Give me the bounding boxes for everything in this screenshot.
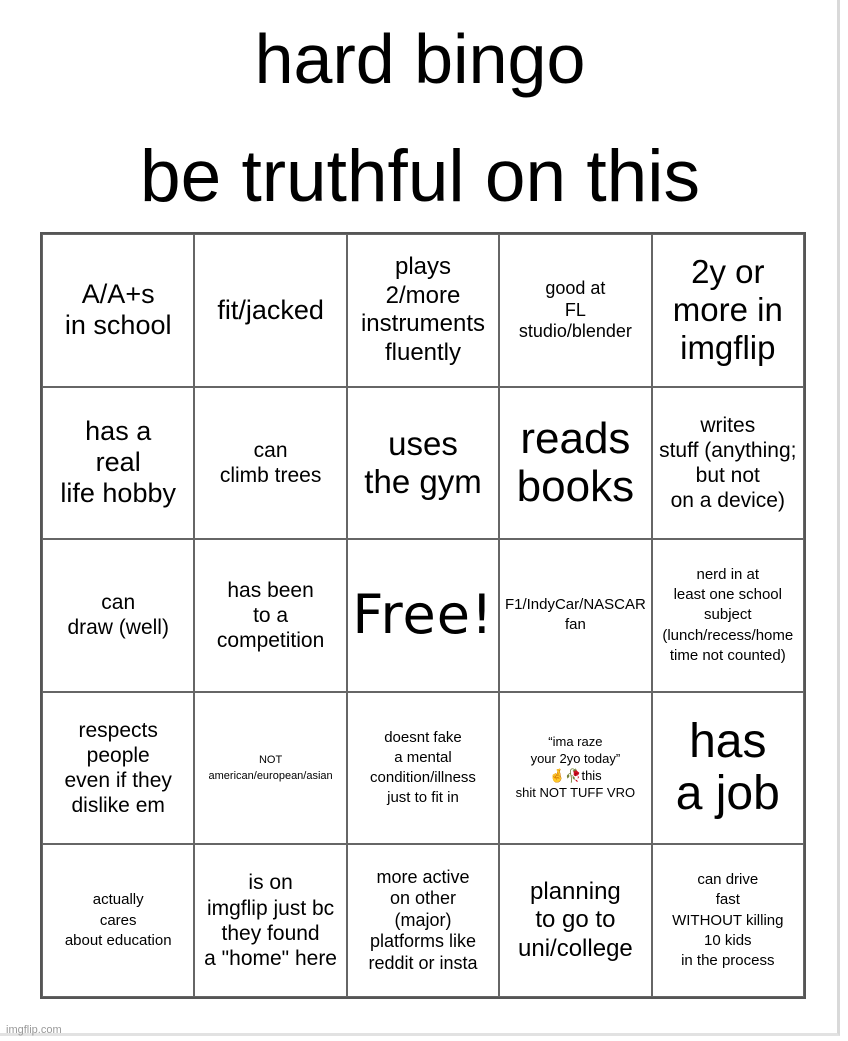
bingo-cell: “ima raze your 2yo today” 🤞🥀this shit NOT TUFF VRO bbox=[499, 692, 651, 845]
bingo-cell: 2y or more in imgflip bbox=[652, 234, 804, 387]
bingo-grid bbox=[40, 232, 806, 999]
free-space: Free! bbox=[347, 539, 499, 692]
bingo-cell: A/A+s in school bbox=[42, 234, 194, 387]
bingo-cell: plays 2/more instruments fluently bbox=[347, 234, 499, 387]
bingo-cell: has been to a competition bbox=[194, 539, 346, 692]
page-subtitle: be truthful on this bbox=[139, 136, 700, 217]
bingo-cell: uses the gym bbox=[347, 387, 499, 540]
bingo-cell: reads books bbox=[499, 387, 651, 540]
bingo-cell: NOT american/european/asian bbox=[194, 692, 346, 845]
watermark: imgflip.com bbox=[6, 1024, 62, 1036]
bingo-cell: writes stuff (anything; but not on a device) bbox=[652, 387, 804, 540]
page-title: hard bingo bbox=[254, 20, 586, 98]
bingo-cell: good at FL studio/blender bbox=[499, 234, 651, 387]
bingo-cell: actually cares about education bbox=[42, 844, 194, 997]
bingo-cell: respects people even if they dislike em bbox=[42, 692, 194, 845]
bingo-cell: has a job bbox=[652, 692, 804, 845]
bingo-cell: more active on other (major) platforms like reddit or insta bbox=[347, 844, 499, 997]
bingo-cell: is on imgflip just bc they found a "home" here bbox=[194, 844, 346, 997]
bingo-cell: F1/IndyCar/NASCAR fan bbox=[499, 539, 651, 692]
bingo-cell: fit/jacked bbox=[194, 234, 346, 387]
bingo-cell: doesnt fake a mental condition/illness just to fit in bbox=[347, 692, 499, 845]
bingo-cell: can draw (well) bbox=[42, 539, 194, 692]
bingo-cell: nerd in at least one school subject (lunch/recess/home time not counted) bbox=[652, 539, 804, 692]
bingo-cell: can drive fast WITHOUT killing 10 kids in the process bbox=[652, 844, 804, 997]
bingo-cell: can climb trees bbox=[194, 387, 346, 540]
bingo-cell: has a real life hobby bbox=[42, 387, 194, 540]
bingo-cell: planning to go to uni/college bbox=[499, 844, 651, 997]
